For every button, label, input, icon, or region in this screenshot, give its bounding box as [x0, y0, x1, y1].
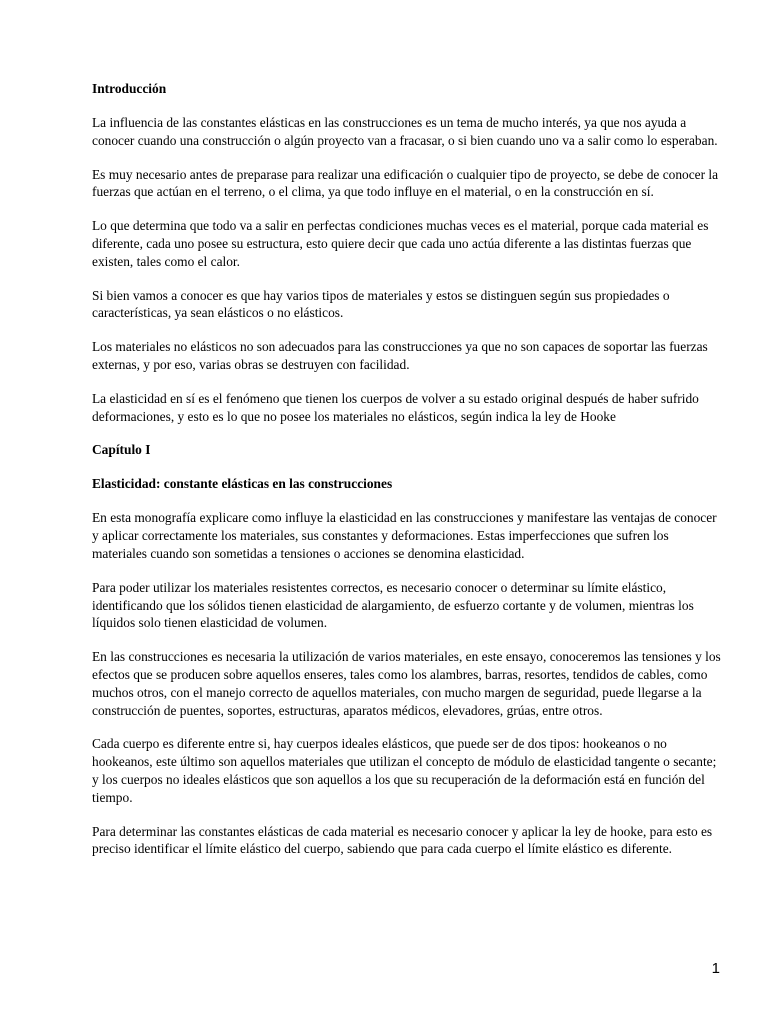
page-number: 1	[711, 960, 720, 977]
chapter-heading: Capítulo I	[92, 442, 151, 458]
intro-paragraph-6: La elasticidad en sí es el fenómeno que tienen los cuerpos de volver a su estado original después de haber sufrido deformaciones, y esto es lo que no posee los materiales no elásticos, según indica la ley de Hooke	[92, 390, 699, 424]
intro-paragraph-2: Es muy necesario antes de preparase para realizar una edificación o cualquier tipo de proyecto, se debe de conocer la fuerzas que actúan en el terreno, o el clima, ya que todo influye en el material, o en la construcción en sí.	[92, 166, 719, 200]
intro-paragraph-4: Si bien vamos a conocer es que hay varios tipos de materiales y estos se distinguen según sus propiedades o características, ya sean elásticos o no elásticos.	[92, 287, 670, 321]
chapter-paragraph-2: Para poder utilizar los materiales resistentes correctos, es necesario conocer o determinar su límite elástico, identificando que los sólidos tienen elasticidad de alargamiento, de esfuerzo cortante y de volumen, mientras los líquidos solo tienen elasticidad de volumen.	[92, 579, 694, 631]
intro-heading: Introducción	[92, 81, 167, 96]
intro-paragraph-1: La influencia de las constantes elásticas en las construcciones es un tema de mucho interés, ya que nos ayuda a conocer cuando una construcción o algún proyecto van a fracasar, o si bien cuando uno va a salir como lo esperaban.	[92, 115, 718, 148]
chapter-paragraph-3: En las construcciones es necesaria la utilización de varios materiales, en este ensayo, conoceremos las tensiones y los efectos que se producen sobre aquellos enseres, tales como los alambres, barras, resortes, tendidos de cables, como muchos otros, con el manejo correcto de aquellos materiales, con mucho margen de seguridad, puede llegarse a la construcción de puentes, soportes, estructuras, aparatos médicos, elevadores, grúas, entre otros.	[92, 649, 721, 718]
intro-paragraph-5: Los materiales no elásticos no son adecuados para las construcciones ya que no son capaces de soportar las fuerzas externas, y por eso, varias obras se destruyen con facilidad.	[92, 339, 708, 372]
intro-paragraph-3: Lo que determina que todo va a salir en perfectas condiciones muchas veces es el material, porque cada material es diferente, cada uno posee su estructura, esto quiere decir que cada uno actúa diferente a las distintas fuerzas que existen, tales como el calor.	[92, 218, 709, 269]
section-heading: Elasticidad: constante elásticas en las construcciones	[92, 476, 393, 492]
chapter-paragraph-1: En esta monografía explicare como influye la elasticidad en las construcciones y manifestare las ventajas de conocer y aplicar correctamente los materiales, sus constantes y deformaciones. Estas imperfecciones que sufren los materiales cuando son sometidas a tensiones o acciones se denomina elasticidad.	[92, 510, 717, 561]
chapter-paragraph-5: Para determinar las constantes elásticas de cada material es necesario conocer y aplicar la ley de hooke, para esto es preciso identificar el límite elástico del cuerpo, sabiendo que para cada cuerpo el límite elástico es diferente.	[92, 823, 713, 857]
document-page	[92, 80, 724, 874]
chapter-paragraph-4: Cada cuerpo es diferente entre si, hay cuerpos ideales elásticos, que puede ser de dos tipos: hookeanos o no hookeanos, este último son aquellos materiales que utilizan el concepto de módulo de elasticidad tangente o secante; y los cuerpos no ideales elásticos que son aquellos a los que su recuperación de la deformación está en función del tiempo.	[92, 736, 717, 805]
